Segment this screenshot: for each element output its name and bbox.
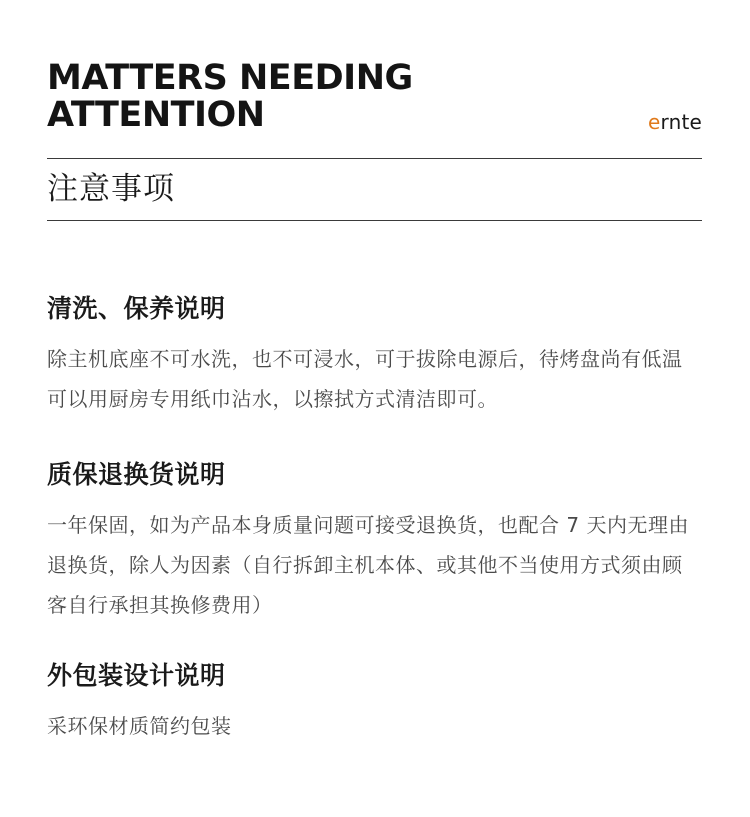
brand-logo-rest: rnte [660, 110, 702, 134]
section-body: 采环保材质简约包装 [47, 714, 232, 738]
chinese-title: 注意事项 [47, 171, 175, 207]
section-body: 一年保固，如为产品本身质量问题可接受退换货，也配合 7 天内无理由退换货，除人为因素（自行拆卸主机本体、或其他不当使用方式须由顾客自行承担其换修费用） [47, 513, 689, 617]
attention-page [47, 0, 702, 817]
section-warranty-returns [47, 460, 702, 625]
title-top-divider [47, 158, 702, 159]
section-heading: 质保退换货说明 [47, 460, 226, 489]
section-packaging-design [47, 661, 702, 746]
section-cleaning-care [47, 294, 702, 419]
english-title-line-2: ATTENTION [47, 95, 265, 135]
title-bottom-divider [47, 220, 702, 221]
section-body: 除主机底座不可水洗，也不可浸水，可于拔除电源后，待烤盘尚有低温可以用厨房专用纸巾沾水，以擦拭方式清洁即可。 [47, 347, 683, 411]
english-title-line-1: MATTERS NEEDING [47, 58, 413, 98]
section-heading: 清洗、保养说明 [47, 294, 226, 323]
section-heading: 外包装设计说明 [47, 661, 226, 690]
english-title [47, 60, 413, 134]
brand-logo [648, 110, 702, 134]
brand-logo-accent-letter: e [647, 110, 661, 134]
